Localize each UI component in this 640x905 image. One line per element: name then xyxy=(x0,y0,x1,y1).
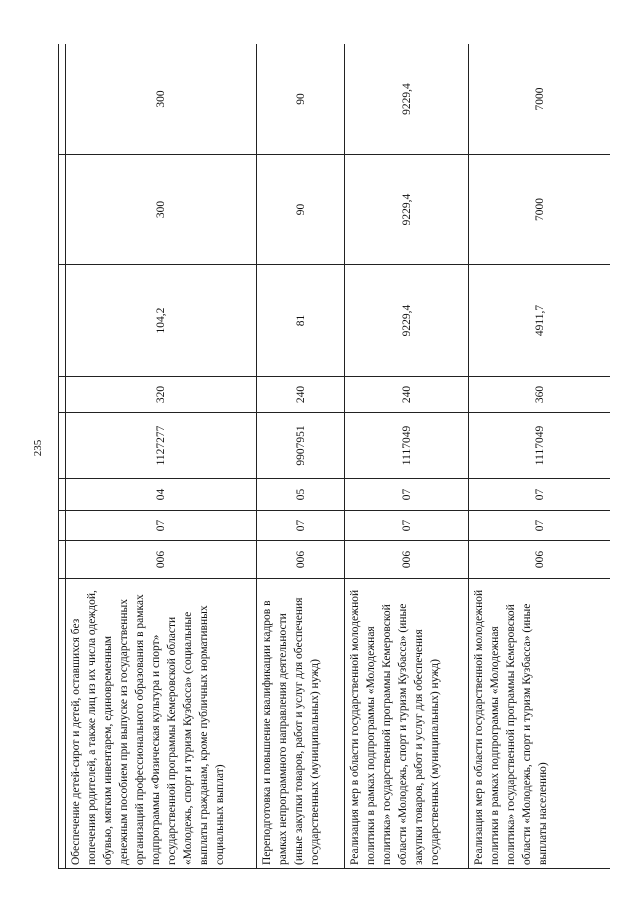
amount-year-2: 7000 xyxy=(469,155,611,265)
amount-year-3: 9229,4 xyxy=(345,44,469,155)
table-cell xyxy=(59,511,66,541)
amount-year-3: 90 xyxy=(257,44,345,155)
amount-year-1: 81 xyxy=(257,265,345,377)
page-number: 235 xyxy=(32,439,44,457)
subsection-code: 07 xyxy=(345,479,469,511)
target-article-code: 1117049 xyxy=(345,413,469,479)
row-description: Переподготовка и повышение квалификации кадров в рамках непрограммного направления деятельности (иные закупки товаров, работ и услуг для обеспечения государственных (муниципальных) нужд) xyxy=(257,579,345,869)
ministry-code: 006 xyxy=(66,541,257,579)
table-top-edge-row xyxy=(59,44,66,869)
section-code: 07 xyxy=(345,511,469,541)
expense-type-code: 320 xyxy=(66,377,257,413)
expense-type-code: 240 xyxy=(257,377,345,413)
table-cell xyxy=(59,265,66,377)
ministry-code: 006 xyxy=(257,541,345,579)
expense-type-code: 240 xyxy=(345,377,469,413)
ministry-code: 006 xyxy=(469,541,611,579)
amount-year-2: 9229,4 xyxy=(345,155,469,265)
subsection-code: 04 xyxy=(66,479,257,511)
ministry-code: 006 xyxy=(345,541,469,579)
table-cell xyxy=(59,479,66,511)
amount-year-1: 9229,4 xyxy=(345,265,469,377)
target-article-code: 1127277 xyxy=(66,413,257,479)
table-cell xyxy=(59,377,66,413)
budget-table-frame xyxy=(58,44,610,869)
row-description: Обеспечение детей-сирот и детей, оставшихся без попечения родителей, а также лиц из их числа одеждой, обувью, мягким инвентарем, единовременным денежным пособием при выпуске из государственных организаций профессионального образования в рамках подпрограммы «Физическая культура и спорт» государственной программы Кемеровской области «Молодежь, спорт и туризм Кузбасса» (социальные выплаты гражданам, кроме публичных нормативных социальных выплат) xyxy=(66,579,257,869)
amount-year-1: 4911,7 xyxy=(469,265,611,377)
amount-year-2: 300 xyxy=(66,155,257,265)
target-article-code: 9907951 xyxy=(257,413,345,479)
section-code: 07 xyxy=(469,511,611,541)
table-cell xyxy=(59,413,66,479)
table-cell xyxy=(59,579,66,869)
table-row xyxy=(66,44,257,869)
table-row xyxy=(345,44,469,869)
amount-year-3: 7000 xyxy=(469,44,611,155)
budget-table xyxy=(58,44,610,869)
table-cell xyxy=(59,44,66,155)
table-row xyxy=(469,44,611,869)
row-description: Реализация мер в области государственной молодежной политики в рамках подпрограммы «Молодежная политика» государственной программы Кемеровской области «Молодежь, спорт и туризм Кузбасса» (иные закупки товаров, работ и услуг для обеспечения государственных (муниципальных) нужд) xyxy=(345,579,469,869)
row-description: Реализация мер в области государственной молодежной политики в рамках подпрограммы «Молодежная политика» государственной программы Кемеровской области «Молодежь, спорт и туризм Кузбасса» (иные выплаты населению) xyxy=(469,579,611,869)
subsection-code: 05 xyxy=(257,479,345,511)
table-cell xyxy=(59,541,66,579)
rotated-table-container xyxy=(58,44,610,869)
amount-year-1: 104,2 xyxy=(66,265,257,377)
table-row xyxy=(257,44,345,869)
amount-year-3: 300 xyxy=(66,44,257,155)
section-code: 07 xyxy=(66,511,257,541)
amount-year-2: 90 xyxy=(257,155,345,265)
target-article-code: 1117049 xyxy=(469,413,611,479)
expense-type-code: 360 xyxy=(469,377,611,413)
section-code: 07 xyxy=(257,511,345,541)
subsection-code: 07 xyxy=(469,479,611,511)
table-cell xyxy=(59,155,66,265)
